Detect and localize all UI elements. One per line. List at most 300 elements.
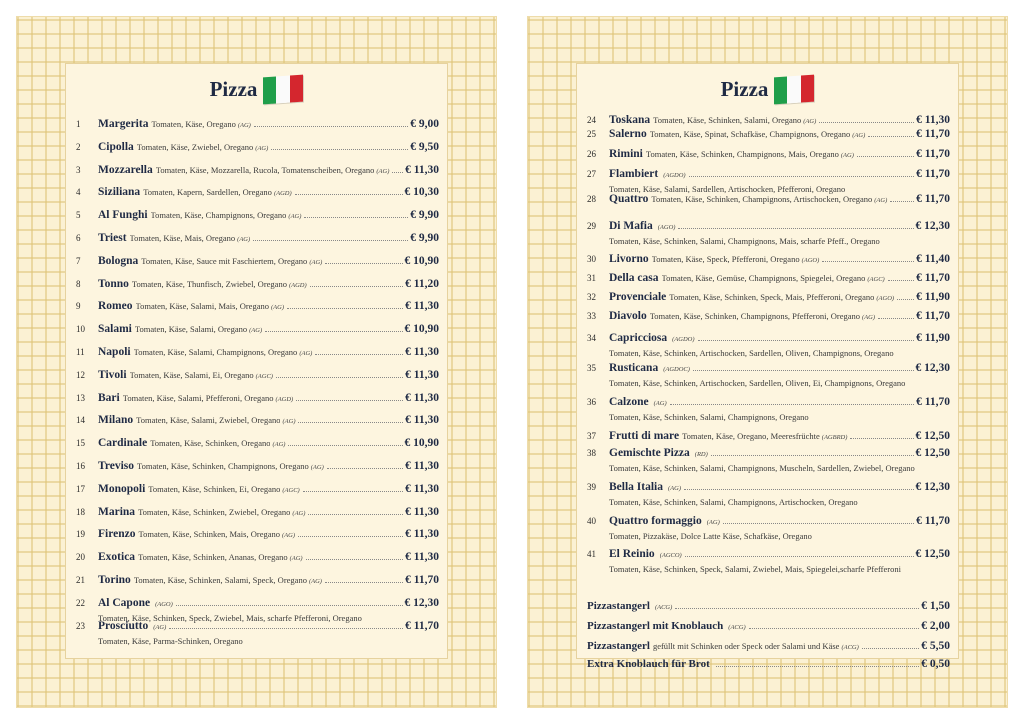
item-price [916,148,950,161]
menu-item-row [76,209,439,223]
currency-symbol: € [405,551,411,564]
item-ingredients: Tomaten, Käse, Salami, Oregano [134,324,248,335]
item-price [410,141,439,154]
menu-item-row [587,148,950,162]
item-number: 35 [587,363,596,373]
item-ingredients: Tomaten, Käse, Schinken, Salami, Oregano [653,115,802,125]
menu-item-row [76,528,439,542]
item-ingredients: Tomaten, Käse, Schinken, Champignons, Artischocken, Oregano [651,194,873,204]
item-price [921,640,950,652]
dot-leader [684,489,914,490]
item-number: 6 [76,233,81,243]
item-name: Pizzastangerl [587,640,650,652]
allergen-code: (AG) [299,350,313,357]
dot-leader [693,370,914,371]
menu-item [76,506,439,520]
price-value: 12,50 [924,548,950,560]
allergen-code: (AGDOC) [663,366,690,373]
dot-leader [897,299,914,300]
menu-item [76,141,439,155]
allergen-code: (AG) [862,314,875,321]
allergen-code: (AG) [310,464,324,471]
menu-item [587,291,950,305]
dot-leader [271,149,408,150]
menu-item-row [76,141,439,155]
item-description: Tomaten, Käse, Schinken, Salami, Champignons, Mais, scharfe Pfeff., Oregano [609,236,880,246]
price-value: 0,50 [929,658,950,670]
item-description: Tomaten, Käse, Schinken, Salami, Champignons, Artischocken, Oregano [609,497,858,507]
item-price [405,574,439,587]
item-ingredients: Tomaten, Käse, Speck, Pfefferoni, Oregano [651,254,800,264]
menu-item [76,437,439,451]
item-ingredients: Tomaten, Kapern, Sardellen, Oregano [143,187,272,198]
currency-symbol: € [915,447,922,459]
item-price [916,291,950,304]
price-value: 11,30 [413,505,439,518]
menu-item [587,481,950,509]
allergen-code: (AGO) [657,224,676,231]
dot-leader [685,556,914,557]
allergen-code: (AG) [376,167,390,175]
price-value: 10,90 [413,437,439,450]
currency-symbol: € [916,272,922,284]
item-number: 8 [76,278,81,289]
item-price [916,253,950,266]
item-name: Gemischte Pizza [609,447,690,459]
menu-item [587,310,950,324]
menu-item-row [76,460,439,474]
allergen-code: (AG) [288,213,302,221]
item-number: 11 [76,347,85,357]
menu-item [76,551,439,565]
item-price [916,481,951,494]
allergen-code: (AG) [803,118,817,125]
price-value: 11,70 [924,168,950,180]
item-number: 24 [587,115,596,125]
menu-item [587,447,950,475]
menu-item-row [587,114,950,128]
currency-symbol: € [916,128,922,140]
item-ingredients: Tomaten, Käse, Oregano [151,119,236,129]
item-name: Della casa [609,272,659,284]
item-name: Pizzastangerl [587,600,650,612]
price-value: 11,30 [413,346,439,358]
currency-symbol: € [405,391,411,404]
dot-leader [819,122,914,123]
dot-leader [254,126,408,127]
menu-item-row [587,515,950,529]
item-name: Quattro formaggio [609,515,702,527]
allergen-code: (ACG) [841,644,859,651]
dot-leader [850,438,913,439]
price-value: 11,70 [924,148,950,160]
menu-item [76,392,439,406]
item-name: Capricciosa [609,332,668,344]
item-number: 28 [587,194,596,204]
allergen-code: (AG) [292,509,306,517]
allergen-code: (AG) [153,623,167,631]
currency-symbol: € [410,209,416,222]
price-value: 11,70 [924,193,950,205]
item-name: Al Capone [98,596,151,609]
currency-symbol: € [405,482,411,495]
menu-item-row [76,186,439,200]
currency-symbol: € [916,168,922,180]
page-title: Pizza [209,76,258,101]
item-name: Bella Italia [609,481,663,493]
menu-panel-left [65,63,448,659]
menu-item-row [76,597,439,611]
allergen-code: (AG) [237,122,251,129]
item-price [410,209,439,222]
item-number: 41 [587,549,596,559]
item-number: 38 [587,448,596,458]
menu-item [587,128,950,142]
item-number: 7 [76,255,81,266]
menu-page-right [527,16,1008,708]
item-ingredients: Tomaten, Käse, Zwiebel, Oregano [136,141,254,152]
item-ingredients: Tomaten, Käse, Oregano, Meeresfrüchte [682,431,820,441]
price-value: 11,30 [413,300,439,313]
menu-item [76,300,439,314]
item-number: 9 [76,301,81,312]
currency-symbol: € [404,437,411,450]
item-name: Di Mafia [609,220,653,232]
item-price [916,332,950,345]
menu-item-row [76,506,439,520]
currency-symbol: € [916,332,922,344]
allergen-code: (AGC) [282,486,300,494]
price-value: 10,90 [413,323,439,336]
menu-item-row [76,574,439,588]
price-value: 12,30 [924,481,950,493]
menu-item-row [587,128,950,142]
item-name: El Reinio [609,548,655,560]
currency-symbol: € [915,548,922,560]
allergen-code: (AGDO) [672,336,695,343]
item-description: Tomaten, Käse, Salami, Sardellen, Artischocken, Pfefferoni, Oregano [609,184,846,194]
item-number: 18 [76,506,85,517]
item-description: Tomaten, Käse, Schinken, Salami, Champignons, Muscheln, Sardellen, Zwiebel, Oregano [609,463,915,473]
allergen-code: (AG) [272,441,286,449]
menu-item [76,483,439,497]
dot-leader [315,354,403,355]
item-name: Extra Knoblauch für Brot [587,658,710,670]
dot-leader [310,286,403,287]
menu-item [587,193,950,207]
item-price [405,323,440,336]
item-name: Livorno [609,253,649,265]
item-ingredients: Tomaten, Käse, Salami, Ei, Oregano [129,369,254,380]
currency-symbol: € [916,310,922,322]
currency-symbol: € [915,362,922,374]
item-name: Quattro [609,193,649,205]
item-price [916,362,951,375]
item-ingredients: Tomaten, Käse, Mozzarella, Rucola, Tomatenscheiben, Oregano [155,164,375,175]
menu-item-row [587,362,950,376]
item-price [916,430,951,443]
item-price [405,278,439,291]
currency-symbol: € [404,596,411,609]
item-price [405,186,440,199]
item-name: Prosciutto [98,619,149,632]
currency-symbol: € [916,148,922,160]
allergen-code: (AGCO) [659,552,682,559]
item-price [410,118,439,131]
item-description: Tomaten, Käse, Schinken, Speck, Zwiebel, Mais, scharfe Pfefferoni, Oregano [98,612,362,623]
item-ingredients: Tomaten, Käse, Schinken, Zwiebel, Oregano [138,506,291,517]
currency-symbol: € [916,291,922,303]
menu-heading-left [66,72,447,106]
item-price [916,396,950,409]
menu-item-row [587,430,950,444]
price-value: 11,30 [413,528,439,541]
item-price [916,310,950,323]
menu-item-row [587,548,950,562]
item-price [410,232,439,245]
item-ingredients: Tomaten, Käse, Schinken, Speck, Mais, Pfefferoni, Oregano [669,292,875,302]
item-number: 27 [587,169,596,179]
allergen-code: (AG) [282,418,296,426]
extra-item [587,620,950,632]
menu-item-row [76,164,439,178]
item-price [405,483,439,496]
price-value: 11,30 [413,414,439,427]
menu-item [76,255,439,269]
currency-symbol: € [405,528,411,541]
dot-leader [287,308,403,309]
menu-item-row [76,620,439,634]
currency-symbol: € [405,163,411,176]
menu-item-row [587,168,950,182]
item-number: 34 [587,333,596,343]
price-value: 9,50 [418,140,439,153]
menu-item [587,332,950,360]
menu-item [76,232,439,246]
currency-symbol: € [921,600,927,612]
currency-symbol: € [916,114,922,126]
item-price [916,272,950,285]
item-price [916,128,950,141]
menu-item [587,548,950,576]
item-price [916,515,950,528]
item-number: 1 [76,119,81,129]
allergen-code: (AGO) [876,295,895,302]
menu-item-row [587,253,950,267]
currency-symbol: € [921,658,927,670]
item-number: 17 [76,483,85,494]
item-number: 39 [587,482,596,492]
dot-leader [749,628,920,629]
item-ingredients: Tomaten, Käse, Sauce mit Faschiertem, Oregano [141,255,308,266]
item-number: 26 [587,149,596,159]
dot-leader [670,404,915,405]
price-value: 11,20 [413,277,439,290]
menu-page-left [16,16,497,708]
menu-item [587,168,950,196]
price-value: 11,70 [924,515,950,527]
dot-leader [295,194,403,195]
allergen-code: (AG) [282,532,295,540]
item-ingredients: Tomaten, Käse, Schinken, Ananas, Oregano [138,552,288,563]
menu-item [76,528,439,542]
item-price [405,392,439,405]
item-number: 13 [76,392,85,403]
currency-symbol: € [410,232,416,244]
item-price [916,193,950,206]
item-price [405,414,439,427]
item-description: Tomaten, Käse, Schinken, Artischocken, Sardellen, Oliven, Ei, Champignons, Oregano [609,378,906,388]
price-value: 11,90 [924,291,950,303]
item-name: Torino [98,574,131,586]
menu-item-row [76,323,439,337]
menu-item-row [587,310,950,324]
item-description: Tomaten, Käse, Parma-Schinken, Oregano [98,635,243,646]
item-name: Siziliana [98,186,141,199]
menu-item [76,186,439,200]
price-value: 11,30 [413,163,439,176]
item-name: Tivoli [98,368,127,381]
allergen-code: (AG) [289,555,303,563]
allergen-code: (AGO) [801,257,820,264]
price-value: 11,30 [413,551,439,564]
allergen-code: (ACG) [728,624,746,631]
item-ingredients: Tomaten, Käse, Schinken, Salami, Speck, Oregano [133,575,307,585]
item-price [405,597,440,610]
menu-item-row [76,278,439,292]
dot-leader [298,422,403,423]
currency-symbol: € [405,368,411,381]
currency-symbol: € [921,640,927,652]
currency-symbol: € [916,253,922,265]
price-value: 12,30 [413,596,439,609]
price-value: 12,30 [924,220,950,232]
item-price [916,220,951,233]
item-number: 4 [76,187,81,198]
item-ingredients: gefüllt mit Schinken oder Speck oder Salami und Käse [652,641,840,651]
item-price [916,447,951,460]
dot-leader [862,648,919,649]
item-ingredients: Tomaten, Käse, Mais, Oregano [129,233,236,243]
menu-item [76,278,439,292]
menu-item [76,574,439,588]
dot-leader [176,605,403,606]
item-name: Mozzarella [98,163,153,176]
menu-item [587,362,950,390]
dot-leader [325,263,402,264]
currency-symbol: € [404,186,411,199]
dot-leader [868,136,914,137]
dot-leader [822,261,914,262]
price-value: 11,70 [413,574,439,586]
item-number: 23 [76,620,85,631]
price-value: 10,90 [413,254,439,267]
menu-item-row [76,437,439,451]
item-name: Salerno [609,128,647,140]
price-value: 11,70 [924,396,950,408]
dot-leader [303,491,403,492]
item-number: 33 [587,311,596,321]
allergen-code: (AG) [653,400,667,407]
allergen-code: (RD) [694,451,708,458]
item-number: 21 [76,575,85,585]
menu-item-row [587,658,950,670]
allergen-code: (AG) [308,578,322,585]
price-value: 9,00 [418,118,439,130]
currency-symbol: € [921,620,927,632]
menu-item [76,620,439,648]
item-name: Al Funghi [98,209,148,222]
item-number: 20 [76,552,85,563]
currency-symbol: € [405,574,411,586]
extra-item [587,640,950,652]
dot-leader [327,468,403,469]
dot-leader [878,318,914,319]
menu-item-row [587,291,950,305]
item-name: Monopoli [98,482,146,495]
item-ingredients: Tomaten, Käse, Schinken, Champignons, Mais, Oregano [645,149,839,159]
price-value: 5,50 [929,640,950,652]
item-ingredients: Tomaten, Käse, Spinat, Schafkäse, Champignons, Oregano [649,129,851,139]
currency-symbol: € [915,220,922,232]
dot-leader [689,176,915,177]
menu-item-row [76,414,439,428]
menu-item [76,369,439,383]
menu-item-row [587,396,950,410]
price-value: 2,00 [929,620,950,632]
dot-leader [675,608,919,609]
menu-item-row [76,369,439,383]
item-price [405,300,439,313]
item-name: Salami [98,323,132,336]
item-name: Pizzastangerl mit Knoblauch [587,620,724,632]
price-value: 11,70 [413,619,439,632]
menu-item [76,460,439,474]
item-number: 19 [76,529,85,540]
item-ingredients: Tomaten, Käse, Thunfisch, Zwiebel, Oregano [131,278,287,289]
dot-leader [304,217,408,218]
price-value: 12,50 [924,447,950,459]
menu-panel-right [576,63,959,670]
menu-item-row [76,551,439,565]
currency-symbol: € [404,323,411,336]
item-number: 3 [76,164,81,175]
menu-item-row [587,272,950,286]
item-number: 16 [76,461,85,471]
menu-item [587,253,950,267]
item-price [405,369,439,382]
item-number: 10 [76,324,85,335]
currency-symbol: € [405,619,411,632]
item-number: 25 [587,129,596,139]
italian-flag-icon [774,74,814,104]
allergen-code: (AG) [249,327,263,335]
dot-leader [392,172,403,173]
price-value: 11,70 [924,272,950,284]
item-name: Rimini [609,148,643,160]
menu-item-row [76,346,439,360]
dot-leader [888,280,914,281]
allergen-code: (AG) [874,197,888,204]
price-value: 11,70 [924,310,950,322]
allergen-code: (AGC) [867,276,885,283]
item-price [916,168,950,181]
menu-item-row [76,255,439,269]
allergen-code: (AGD) [273,190,292,198]
currency-symbol: € [916,193,922,205]
price-value: 12,30 [924,362,950,374]
item-description: Tomaten, Käse, Schinken, Artischocken, Sardellen, Oliven, Champignons, Oregano [609,348,894,358]
